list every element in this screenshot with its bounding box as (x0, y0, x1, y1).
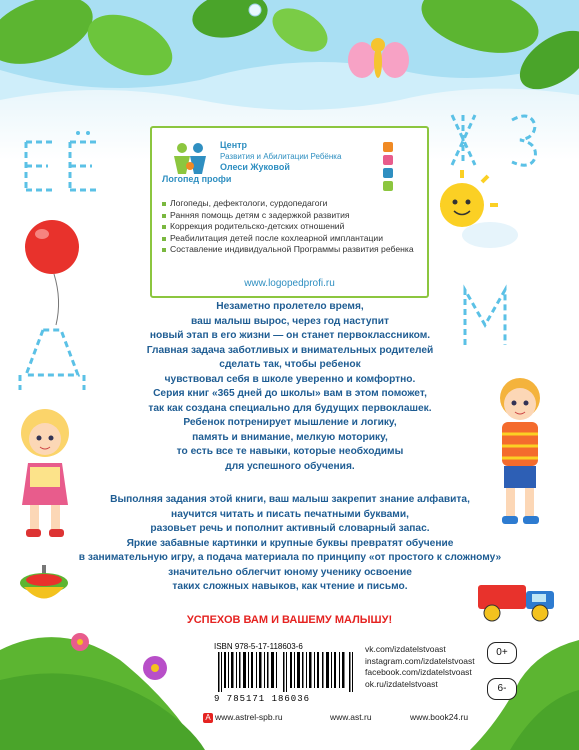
social-links (365, 644, 475, 690)
barcode-block (210, 640, 360, 706)
heart-icon (383, 181, 393, 191)
text-line: Выполняя задания этой книги, ваш малыш закрепит знание алфавита, (110, 494, 470, 505)
text-line: научится читать и писать печатными буквами, (171, 508, 409, 520)
text-line: память и внимание, мелкую моторику, (192, 431, 388, 443)
text-line: Ребенок потренирует мышление и логику, (183, 417, 397, 428)
text-line: разовьет речь и пополнит активный словарный запас. (150, 523, 430, 534)
heart-icon (383, 142, 393, 152)
service-item: Составление индивидуальной Программы развития ребенка (162, 244, 420, 256)
age-rating-badge: 0+ (487, 642, 517, 664)
text-line: в занимательную игру, а подача материала по принципу «от простого к сложному» (78, 552, 502, 563)
social-link-facebook[interactable]: facebook.com/izdatelstvoast (365, 667, 472, 677)
text-line: Незаметно пролетело время, (216, 301, 364, 312)
barcode-icon (216, 652, 356, 692)
text-line: то есть все те навыки, которые необходимы (176, 446, 404, 457)
text-line: Главная задача заботливых и внимательных родителей (146, 344, 434, 356)
text-line: сделать так, чтобы ребенок (219, 359, 361, 370)
social-link-ok[interactable]: ok.ru/izdatelstvoast (365, 678, 438, 689)
description-paragraph-2 (40, 493, 540, 595)
astrel-logo-icon: A (203, 713, 213, 723)
text-line: чувствовал себя в школе уверенно и комфортно. (164, 373, 416, 385)
text-line: значительно облегчит юному ученику освоение (168, 566, 412, 578)
closing-wish: УСПЕХОВ ВАМ И ВАШЕМУ МАЛЫШУ! (186, 614, 393, 626)
footer-link-astrel-text: www.astrel-spb.ru (215, 712, 283, 722)
footer-link-book24[interactable]: www.book24.ru (410, 712, 469, 722)
age-range-badge: 6- (487, 678, 517, 700)
center-name (220, 140, 341, 173)
text-line: новый этап в его жизни — он станет первоклассником. (149, 330, 431, 341)
text-line: таких сложных навыков, как чтение и письмо. (172, 581, 408, 592)
text-line: ваш малыш вырос, через год наступит (191, 315, 389, 327)
text-line: так как создана специально для будущих первоклашек. (148, 402, 432, 414)
flower-icon (143, 656, 167, 680)
footer-link-ast[interactable]: www.ast.ru (330, 712, 372, 722)
text-line: для успешного обучения. (225, 460, 355, 472)
text-line: Серия книг «365 дней до школы» вам в этом поможет, (153, 388, 427, 399)
heart-icon (383, 155, 393, 165)
heart-icon (383, 168, 393, 178)
text-line: Яркие забавные картинки и крупные буквы превратят обучение (126, 537, 454, 549)
flower-icon (71, 633, 89, 651)
service-item: Коррекция родительско-детских отношений (162, 221, 420, 233)
service-item: Ранняя помощь детям с задержкой развития (162, 210, 420, 222)
center-title: Центр (220, 140, 248, 150)
butterfly-icon (348, 38, 409, 78)
footer-link-astrel[interactable] (203, 712, 283, 723)
speech-center-ad-panel (150, 126, 429, 298)
service-item: Логопеды, дефектологи, сурдопедагоги (162, 198, 420, 210)
social-link-vk[interactable]: vk.com/izdatelstvoast (365, 644, 446, 654)
sun-icon (440, 170, 518, 248)
description-paragraph-1 (60, 300, 520, 474)
barcode-number: 9 785171 186036 (214, 694, 311, 704)
center-subtitle: Развития и Абилитации Ребёнка (220, 152, 342, 161)
logo-label: Логопед профи (162, 174, 232, 184)
social-link-instagram[interactable]: instagram.com/izdatelstvoast (365, 655, 475, 666)
center-owner: Олеси Жуковой (220, 162, 290, 172)
center-website-link[interactable]: www.logopedprofi.ru (244, 278, 335, 289)
isbn-number: ISBN 978-5-17-118603-6 (214, 642, 303, 651)
contact-icons (383, 142, 393, 191)
services-list (162, 198, 420, 256)
service-item: Реабилитация детей после кохлеарной имплантации (162, 233, 420, 245)
